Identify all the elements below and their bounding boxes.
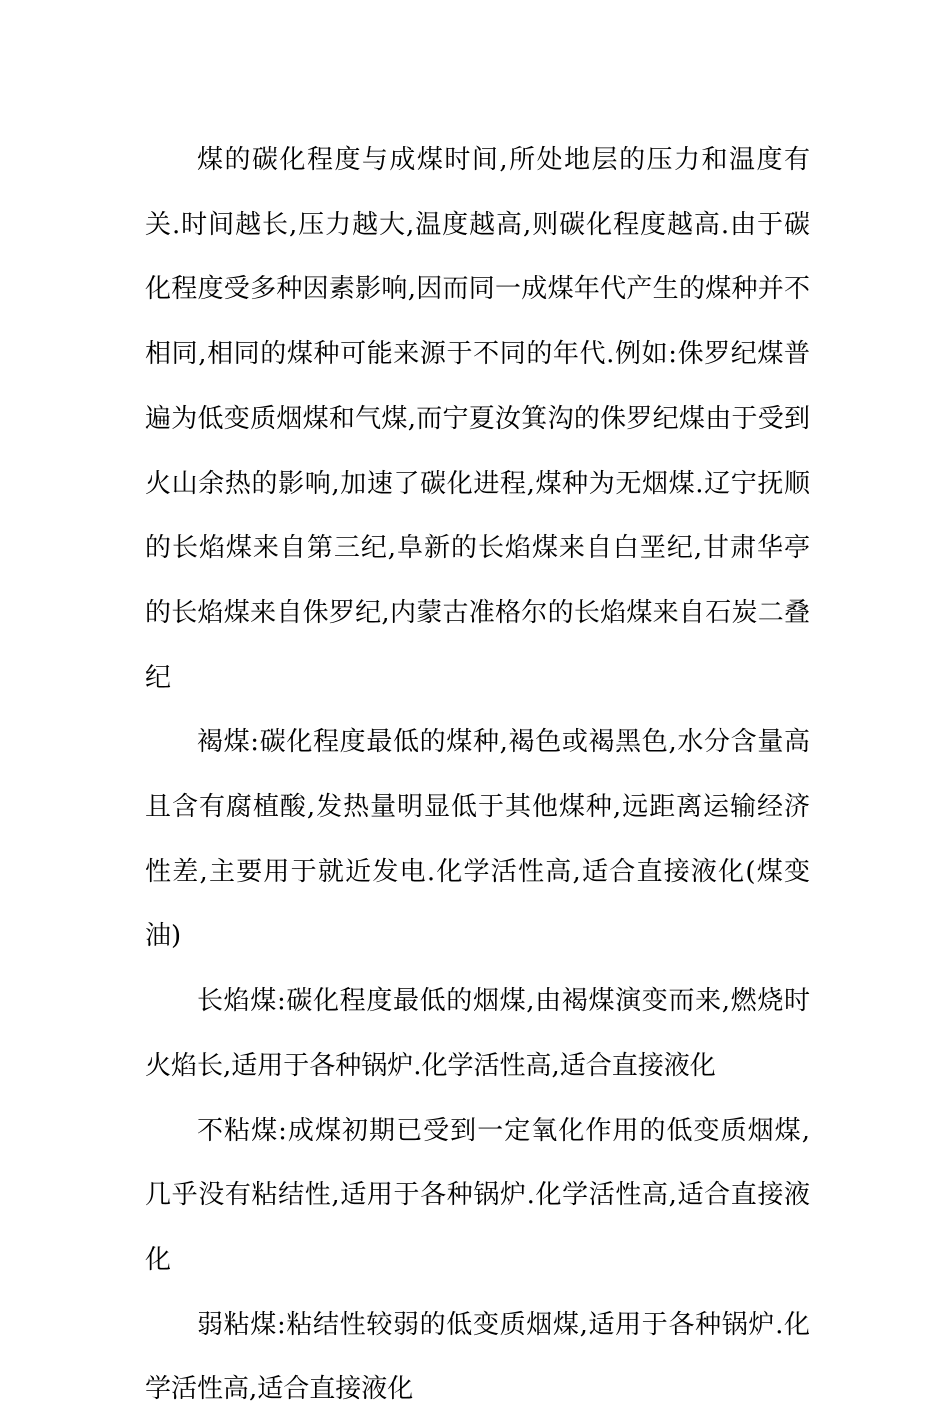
paragraph-weakly-caking-coal: 弱粘煤:粘结性较弱的低变质烟煤,适用于各种锅炉.化学活性高,适合直接液化	[145, 1309, 810, 1405]
paragraph-coal-carbonization: 煤的碳化程度与成煤时间,所处地层的压力和温度有关.时间越长,压力越大,温度越高,则碳化程度越高.由于碳化程度受多种因素影响,因而同一成煤年代产生的煤种并不相同,相同的煤种可能来源于不同的年代.例如:侏罗纪煤普遍为低变质烟煤和气煤,而宁夏汝箕沟的侏罗纪煤由于受到火山余热的影响,加速了碳化进程,煤种为无烟煤.辽宁抚顺的长焰煤来自第三纪,阜新的长焰煤来自白垩纪,甘肃华亭的长焰煤来自侏罗纪,内蒙古准格尔的长焰煤来自石炭二叠纪	[145, 145, 810, 693]
paragraph-lignite: 褐煤:碳化程度最低的煤种,褐色或褐黑色,水分含量高且含有腐植酸,发热量明显低于其他煤种,远距离运输经济性差,主要用于就近发电.化学活性高,适合直接液化(煤变油)	[145, 727, 810, 952]
document-body	[145, 128, 810, 1422]
paragraph-non-caking-coal: 不粘煤:成煤初期已受到一定氧化作用的低变质烟煤,几乎没有粘结性,适用于各种锅炉.化学活性高,适合直接液化	[145, 1115, 810, 1275]
paragraph-long-flame-coal: 长焰煤:碳化程度最低的烟煤,由褐煤演变而来,燃烧时火焰长,适用于各种锅炉.化学活性高,适合直接液化	[145, 986, 810, 1081]
